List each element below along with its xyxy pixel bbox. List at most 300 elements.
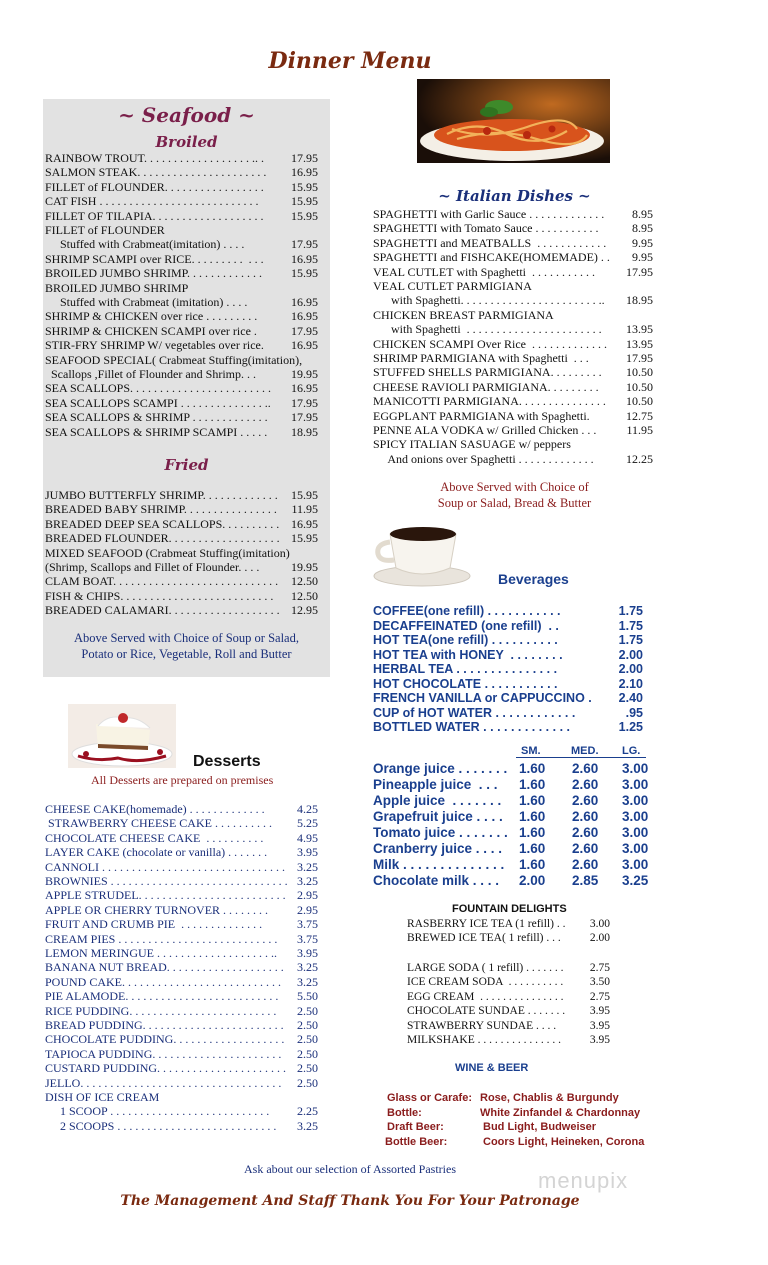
italian-item-name: SHRIMP PARMIGIANA with Spaghetti . . .	[373, 351, 589, 365]
beverage-item	[373, 691, 648, 706]
fried-item-price: 19.95	[291, 560, 318, 574]
italian-item-name: SPAGHETTI and FISHCAKE(HOMEMADE) . .	[373, 250, 610, 265]
beverage-item-price: 2.00	[618, 662, 643, 676]
italian-item-name: SPAGHETTI with Garlic Sauce . . . . . . . . . . . . .	[373, 207, 605, 221]
italian-note-line1: Above Served with Choice of	[440, 480, 589, 494]
italian-item	[373, 437, 658, 451]
juice-size-header	[516, 745, 646, 758]
dessert-item	[45, 960, 320, 974]
italian-item-name: CHEESE RAVIOLI PARMIGIANA. . . . . . . . .	[373, 379, 599, 394]
dessert-item-name: LEMON MERINGUE . . . . . . . . . . . . . . . . . . . ..	[45, 946, 277, 960]
dessert-item-name: CHEESE CAKE(homemade) . . . . . . . . . . . . .	[45, 802, 265, 816]
fried-item	[45, 531, 327, 545]
dessert-item-price: 2.50	[297, 1061, 318, 1076]
italian-item-name: with Spaghetti. . . . . . . . . . . . . . . . . . . . . . . ..	[373, 293, 605, 308]
juice-name: Tomato juice . . . . . . .	[373, 825, 508, 840]
fountain-item	[407, 931, 612, 945]
beverages-heading: Beverages	[498, 571, 569, 587]
juice-item	[373, 842, 658, 858]
beverage-item-price: 1.75	[618, 618, 643, 633]
pasta-photo-graphic	[417, 79, 610, 163]
fountain-item-name: RASBERRY ICE TEA (1 refill) . .	[407, 918, 566, 930]
fountain-item	[407, 975, 612, 989]
seafood-item-price: 16.95	[291, 338, 318, 353]
italian-item-price: 13.95	[626, 322, 653, 337]
dessert-item-price: 3.25	[297, 874, 318, 888]
italian-item	[373, 221, 658, 235]
seafood-item-name: SEAFOOD SPECIAL( Crabmeat Stuffing(imitation),	[45, 352, 303, 367]
dessert-item	[45, 1018, 320, 1032]
juice-med: 2.60	[572, 761, 599, 776]
beverage-item-name: HOT TEA with HONEY . . . . . . . .	[373, 647, 563, 662]
juice-name: Chocolate milk . . . .	[373, 873, 500, 888]
fried-item	[45, 589, 327, 603]
seafood-item	[45, 425, 327, 439]
fountain-item-name: EGG CREAM . . . . . . . . . . . . . . .	[407, 990, 564, 1003]
fountain-item-name: ICE CREAM SODA . . . . . . . . . .	[407, 976, 564, 989]
juice-sm: 1.60	[519, 793, 546, 808]
seafood-item-name: Stuffed with Crabmeat(imitation) . . . .	[45, 237, 245, 252]
seafood-item	[45, 410, 327, 424]
fried-item-price: 12.50	[291, 588, 318, 603]
seafood-item-name: Stuffed with Crabmeat (imitation) . . . .	[45, 295, 248, 309]
beverage-item-name: FRENCH VANILLA or CAPPUCCINO .	[373, 691, 592, 705]
beverage-item-name: HERBAL TEA . . . . . . . . . . . . . . .	[373, 662, 558, 676]
italian-note	[372, 479, 657, 511]
dessert-item-name: BREAD PUDDING. . . . . . . . . . . . . . . . . . . . . . . .	[45, 1018, 284, 1032]
dessert-item	[45, 1090, 320, 1104]
italian-item	[373, 365, 658, 379]
seafood-note-line1: Above Served with Choice of Soup or Salad,	[74, 631, 299, 645]
seafood-item-price: 17.95	[291, 395, 318, 410]
italian-item-name: VEAL CUTLET with Spaghetti . . . . . . . . . . .	[373, 264, 595, 279]
seafood-item-name: BROILED JUMBO SHRIMP. . . . . . . . . . . . .	[45, 266, 263, 281]
desserts-heading: Desserts	[193, 753, 261, 770]
fried-item	[45, 546, 327, 560]
dessert-item-name: APPLE OR CHERRY TURNOVER . . . . . . . .	[45, 902, 269, 917]
fountain-item-name: MILKSHAKE . . . . . . . . . . . . . . .	[407, 1034, 561, 1046]
beverage-item	[373, 619, 648, 634]
seafood-item	[45, 295, 327, 309]
seafood-item-name: FILLET of FLOUNDER. . . . . . . . . . . . . . . . .	[45, 179, 264, 194]
fountain-item-price: 3.95	[589, 1034, 610, 1046]
size-lg-label: LG.	[622, 745, 641, 757]
dessert-item-price: 3.75	[297, 917, 318, 932]
dessert-item	[45, 845, 320, 859]
dessert-item-price: 4.25	[297, 802, 318, 816]
wine-value: Rose, Chablis & Burgundy	[480, 1092, 619, 1104]
fountain-item-name: STRAWBERRY SUNDAE . . . .	[407, 1019, 557, 1032]
seafood-item-price: 17.95	[291, 151, 318, 165]
seafood-item-price: 15.95	[291, 194, 318, 209]
dessert-item-name: TAPIOCA PUDDING. . . . . . . . . . . . . . . . . . . . . .	[45, 1046, 282, 1061]
italian-item-price: 10.50	[626, 365, 653, 380]
seafood-item-name: FILLET OF TILAPIA. . . . . . . . . . . . . . . . . . .	[45, 208, 264, 223]
dessert-item-name: FRUIT AND CRUMB PIE . . . . . . . . . . . . . .	[45, 917, 263, 932]
juice-sm: 1.60	[519, 761, 546, 776]
juice-med: 2.60	[572, 841, 599, 856]
seafood-item	[45, 223, 327, 237]
italian-item-name: SPAGHETTI with Tomato Sauce . . . . . . . . . . .	[373, 221, 599, 236]
fried-item	[45, 560, 327, 574]
juice-name: Milk . . . . . . . . . . . . . .	[373, 857, 505, 872]
italian-item	[373, 452, 658, 466]
fried-item-price: 15.95	[291, 531, 318, 546]
italian-item	[373, 293, 658, 307]
italian-heading: ~ Italian Dishes ~	[438, 187, 591, 205]
fountain-item-name: LARGE SODA ( 1 refill) . . . . . . .	[407, 962, 564, 974]
seafood-item-name: SEA SCALLOPS SCAMPI . . . . . . . . . . . . . . ..	[45, 395, 271, 410]
beverage-item-name: BOTTLED WATER . . . . . . . . . . . . .	[373, 720, 570, 734]
dessert-item-price: 2.50	[297, 1075, 318, 1090]
dessert-item	[45, 946, 320, 960]
fried-item-name: BREADED DEEP SEA SCALLOPS. . . . . . . . . .	[45, 516, 280, 531]
seafood-item-name: SEA SCALLOPS & SHRIMP . . . . . . . . . . . . .	[45, 410, 268, 425]
dessert-item	[45, 975, 320, 989]
wine-value: White Zinfandel & Chardonnay	[480, 1106, 641, 1119]
italian-item-price: 8.95	[632, 207, 653, 221]
beverage-item-price: 1.25	[618, 720, 643, 734]
seafood-item-name: BROILED JUMBO SHRIMP	[45, 280, 189, 295]
italian-item	[373, 409, 658, 423]
dessert-item-price: 3.95	[297, 845, 318, 860]
beverage-item	[373, 662, 648, 677]
seafood-item-price: 17.95	[291, 323, 318, 338]
beverage-item	[373, 677, 648, 692]
wine-label: Glass or Carafe:	[387, 1092, 472, 1104]
italian-note-line2: Soup or Salad, Bread & Butter	[437, 496, 592, 510]
italian-item-price: 18.95	[626, 293, 653, 308]
juice-med: 2.60	[572, 809, 599, 824]
juice-item	[373, 874, 658, 890]
seafood-item	[45, 194, 327, 208]
size-med-label: MED.	[571, 745, 599, 757]
seafood-item	[45, 281, 327, 295]
italian-item-name: SPAGHETTI and MEATBALLS . . . . . . . . . . . .	[373, 235, 607, 250]
dessert-item-name: 1 SCOOP . . . . . . . . . . . . . . . . . . . . . . . . . . .	[45, 1104, 270, 1119]
watermark: menupix	[538, 1168, 629, 1193]
dessert-item	[45, 888, 320, 902]
italian-item	[373, 351, 658, 365]
italian-item	[373, 337, 658, 351]
wine-value: Bud Light, Budweiser	[483, 1121, 597, 1133]
beverage-item-price: 2.10	[618, 676, 643, 691]
beverage-item	[373, 648, 648, 663]
fried-item	[45, 517, 327, 531]
juice-med: 2.60	[572, 793, 599, 808]
juice-sm: 1.60	[519, 777, 546, 792]
seafood-item-name: CAT FISH . . . . . . . . . . . . . . . . . . . . . . . . . . .	[45, 194, 259, 209]
seafood-item-price: 15.95	[291, 208, 318, 223]
italian-item	[373, 250, 658, 264]
beverage-item-name: DECAFFEINATED (one refill) . .	[373, 618, 559, 633]
seafood-item	[45, 165, 327, 179]
wine-label: Bottle Beer:	[385, 1135, 448, 1148]
seafood-item-name: FILLET of FLOUNDER	[45, 223, 165, 237]
dessert-item-name: STRAWBERRY CHEESE CAKE . . . . . . . . . .	[45, 816, 272, 831]
juice-lg: 3.25	[622, 873, 649, 888]
fried-item-price: 11.95	[291, 502, 318, 517]
dessert-item	[45, 1104, 320, 1118]
dessert-item	[45, 1076, 320, 1090]
coffee-cup-icon	[370, 520, 475, 588]
seafood-item-name: RAINBOW TROUT. . . . . . . . . . . . . . . . . . .. .	[45, 151, 264, 165]
fried-heading: Fried	[164, 456, 209, 474]
beverage-item	[373, 604, 648, 619]
italian-item-name: And onions over Spaghetti . . . . . . . . . . . . .	[373, 451, 594, 466]
wine-label: Draft Beer:	[387, 1121, 444, 1133]
seafood-item-price: 16.95	[291, 381, 318, 396]
italian-item	[373, 394, 658, 408]
juice-name: Orange juice . . . . . . .	[373, 761, 508, 776]
beverage-item-price: 2.00	[618, 647, 643, 662]
dessert-item-price: 5.50	[297, 989, 318, 1004]
juice-sm: 1.60	[519, 857, 546, 872]
dessert-item-name: PIE ALAMODE. . . . . . . . . . . . . . . . . . . . . . . . . .	[45, 989, 279, 1004]
seafood-item-name: SHRIMP & CHICKEN SCAMPI over rice .	[45, 323, 257, 338]
italian-item-price: 11.95	[626, 423, 653, 437]
menu-title: Dinner Menu	[268, 48, 432, 74]
fried-item-price: 12.50	[291, 574, 318, 589]
seafood-item	[45, 151, 327, 165]
seafood-item	[45, 237, 327, 251]
juice-med: 2.60	[572, 825, 599, 840]
juice-lg: 3.00	[622, 777, 649, 792]
italian-item	[373, 265, 658, 279]
dessert-item	[45, 1119, 320, 1133]
beverage-item-price: 1.75	[618, 633, 643, 647]
italian-item-price: 10.50	[626, 379, 653, 394]
seafood-item-price: 16.95	[291, 251, 318, 266]
seafood-item-price: 15.95	[291, 266, 318, 281]
italian-item	[373, 207, 658, 221]
fried-item-name: JUMBO BUTTERFLY SHRIMP. . . . . . . . . . . . .	[45, 488, 278, 502]
seafood-item-name: SHRIMP SCAMPI over RICE. . . . . . . . . . . .	[45, 251, 264, 266]
juice-item	[373, 762, 658, 778]
wine-label: Bottle:	[387, 1106, 422, 1119]
seafood-item	[45, 266, 327, 280]
seafood-item-price: 18.95	[291, 424, 318, 439]
italian-item-price: 9.95	[632, 235, 653, 250]
dessert-item-price: 3.25	[297, 974, 318, 989]
italian-item	[373, 380, 658, 394]
dessert-item-name: LAYER CAKE (chocolate or vanilla) . . . . . . .	[45, 845, 268, 860]
juice-name: Apple juice . . . . . . .	[373, 793, 502, 808]
seafood-item-price: 16.95	[291, 295, 318, 309]
desserts-subtitle: All Desserts are prepared on premises	[91, 773, 274, 787]
italian-item	[373, 236, 658, 250]
fried-item-price: 16.95	[291, 516, 318, 531]
juice-name: Pineapple juice . . .	[373, 777, 498, 792]
fountain-item-price: 3.50	[589, 976, 610, 989]
juice-item	[373, 778, 658, 794]
seafood-item-name: SHRIMP & CHICKEN over rice . . . . . . . . .	[45, 309, 258, 324]
seafood-item-price: 16.95	[291, 309, 318, 324]
dessert-item-price: 4.95	[297, 830, 318, 845]
dessert-item-name: CREAM PIES . . . . . . . . . . . . . . . . . . . . . . . . . . .	[45, 931, 278, 946]
dessert-item	[45, 874, 320, 888]
dessert-item-name: CHOCOLATE PUDDING. . . . . . . . . . . . . . . . . . .	[45, 1032, 285, 1047]
italian-item-price: 12.75	[626, 408, 653, 423]
italian-item-name: SPICY ITALIAN SASUAGE w/ peppers	[373, 437, 571, 452]
beverage-item-name: CUP of HOT WATER . . . . . . . . . . . .	[373, 705, 576, 720]
seafood-item	[45, 338, 327, 352]
seafood-item	[45, 324, 327, 338]
fountain-item	[407, 1033, 612, 1047]
seafood-item	[45, 252, 327, 266]
seafood-item-price: 17.95	[291, 237, 318, 252]
beverage-item	[373, 720, 648, 735]
juice-sm: 1.60	[519, 841, 546, 856]
juice-item	[373, 794, 658, 810]
pastries-note: Ask about our selection of Assorted Pastries	[244, 1162, 456, 1176]
fountain-item	[407, 917, 612, 931]
size-sm-label: SM.	[521, 745, 541, 757]
fried-item-name: FISH & CHIPS. . . . . . . . . . . . . . . . . . . . . . . . . .	[45, 588, 274, 603]
dessert-item	[45, 917, 320, 931]
seafood-item	[45, 309, 327, 323]
fried-item-name: BREADED BABY SHRIMP. . . . . . . . . . . . . . . .	[45, 502, 277, 517]
italian-item-name: VEAL CUTLET PARMIGIANA	[373, 279, 532, 293]
seafood-panel	[43, 99, 330, 677]
beverage-item-name: COFFEE(one refill) . . . . . . . . . . .	[373, 604, 561, 618]
italian-item-price: 17.95	[626, 351, 653, 365]
seafood-item-name: SEA SCALLOPS & SHRIMP SCAMPI . . . . .	[45, 424, 268, 439]
italian-item-price: 13.95	[626, 336, 653, 351]
fountain-item-price: 3.00	[589, 918, 610, 930]
wine-heading: WINE & BEER	[455, 1062, 529, 1074]
juice-item	[373, 826, 658, 842]
beverage-item-price: 2.40	[618, 691, 643, 705]
seafood-item	[45, 396, 327, 410]
italian-item-price: 10.50	[626, 394, 653, 409]
fountain-item	[407, 1019, 612, 1033]
juice-med: 2.60	[572, 857, 599, 872]
juice-lg: 3.00	[622, 825, 649, 840]
dessert-item-price: 2.50	[297, 1003, 318, 1018]
italian-item-price: 9.95	[632, 250, 653, 265]
seafood-heading: ~ Seafood ~	[118, 103, 255, 127]
wine-value: Coors Light, Heineken, Corona	[483, 1135, 645, 1148]
fried-item-name: BREADED CALAMARI. . . . . . . . . . . . . . . . . . .	[45, 603, 280, 618]
italian-item-price: 12.25	[626, 451, 653, 466]
juice-lg: 3.00	[622, 809, 649, 824]
cheesecake-photo	[68, 704, 176, 768]
fried-item-name: (Shrimp, Scallops and Fillet of Flounder. . . .	[45, 560, 260, 574]
italian-item-name: PENNE ALA VODKA w/ Grilled Chicken . . .	[373, 423, 597, 437]
seafood-note	[43, 630, 330, 662]
juice-lg: 3.00	[622, 793, 649, 808]
seafood-item	[45, 367, 327, 381]
dessert-item-price: 3.95	[297, 946, 318, 960]
italian-item	[373, 308, 658, 322]
dessert-item-price: 3.25	[297, 859, 318, 874]
juice-lg: 3.00	[622, 857, 649, 872]
fried-item-name: MIXED SEAFOOD (Crabmeat Stuffing(imitation)	[45, 545, 290, 560]
italian-item-name: with Spaghetti . . . . . . . . . . . . . . . . . . . . . . .	[373, 322, 602, 337]
italian-item	[373, 423, 658, 437]
italian-item-name: STUFFED SHELLS PARMIGIANA. . . . . . . . .	[373, 365, 602, 380]
juice-name: Cranberry juice . . . .	[373, 841, 503, 856]
beverage-item-name: HOT TEA(one refill) . . . . . . . . . .	[373, 633, 558, 647]
dessert-item	[45, 831, 320, 845]
juice-lg: 3.00	[622, 761, 649, 776]
fountain-item-price: 2.75	[589, 990, 610, 1003]
pasta-photo	[417, 79, 610, 163]
fried-item-name: CLAM BOAT. . . . . . . . . . . . . . . . . . . . . . . . . . . .	[45, 574, 279, 589]
beverage-item	[373, 706, 648, 721]
italian-item-price: 17.95	[626, 264, 653, 279]
dessert-item	[45, 1032, 320, 1046]
fountain-item	[407, 961, 612, 975]
dessert-item	[45, 989, 320, 1003]
juice-med: 2.85	[572, 873, 599, 888]
fountain-item-price: 3.95	[589, 1019, 610, 1032]
beverage-item-price: .95	[625, 705, 643, 720]
dessert-item-name: CUSTARD PUDDING. . . . . . . . . . . . . . . . . . . . . .	[45, 1061, 287, 1076]
italian-item-price: 8.95	[632, 221, 653, 236]
juice-sm: 2.00	[519, 873, 546, 888]
juice-item	[373, 810, 658, 826]
dessert-item-price: 2.50	[297, 1046, 318, 1061]
dessert-item-price: 3.25	[297, 960, 318, 975]
italian-item	[373, 279, 658, 293]
fountain-heading: FOUNTAIN DELIGHTS	[452, 903, 567, 915]
seafood-item	[45, 353, 327, 367]
seafood-note-line2: Potato or Rice, Vegetable, Roll and Butter	[81, 647, 292, 661]
dessert-item	[45, 860, 320, 874]
dessert-item	[45, 816, 320, 830]
beverage-item-price: 1.75	[618, 604, 643, 618]
juice-med: 2.60	[572, 777, 599, 792]
dessert-item	[45, 1047, 320, 1061]
dessert-item-name: BROWNIES . . . . . . . . . . . . . . . . . . . . . . . . . . . . . .	[45, 874, 288, 888]
dessert-item	[45, 802, 320, 816]
fried-item-name: BREADED FLOUNDER. . . . . . . . . . . . . . . . . . .	[45, 531, 280, 546]
dessert-item-name: APPLE STRUDEL. . . . . . . . . . . . . . . . . . . . . . . . .	[45, 888, 286, 903]
seafood-item	[45, 180, 327, 194]
seafood-item-price: 16.95	[291, 165, 318, 180]
dessert-item-price: 2.95	[297, 902, 318, 917]
seafood-item-price: 19.95	[291, 367, 318, 381]
juice-item	[373, 858, 658, 874]
dessert-item-price: 3.25	[297, 1118, 318, 1133]
seafood-item-name: STIR-FRY SHRIMP W/ vegetables over rice.	[45, 338, 264, 353]
fried-item-price: 15.95	[291, 488, 318, 502]
seafood-item-name: SEA SCALLOPS. . . . . . . . . . . . . . . . . . . . . . . .	[45, 381, 272, 396]
seafood-item-name: Scallops ,Fillet of Flounder and Shrimp. . .	[45, 367, 256, 381]
seafood-item	[45, 209, 327, 223]
fried-item	[45, 488, 327, 502]
dessert-item-name: JELLO. . . . . . . . . . . . . . . . . . . . . . . . . . . . . . . . . .	[45, 1075, 282, 1090]
wine-row	[0, 1135, 768, 1149]
fountain-item-name: CHOCOLATE SUNDAE . . . . . . .	[407, 1005, 566, 1018]
italian-item-name: CHICKEN SCAMPI Over Rice . . . . . . . . . . . . .	[373, 336, 607, 351]
dessert-item	[45, 932, 320, 946]
seafood-item	[45, 381, 327, 395]
fountain-item	[407, 990, 612, 1004]
dessert-item-name: 2 SCOOPS . . . . . . . . . . . . . . . . . . . . . . . . . . .	[45, 1118, 277, 1133]
fountain-item-price: 2.75	[589, 962, 610, 974]
dessert-item-name: BANANA NUT BREAD. . . . . . . . . . . . . . . . . . . .	[45, 960, 284, 975]
fried-item	[45, 603, 327, 617]
fountain-item	[407, 1004, 612, 1018]
beverage-item	[373, 633, 648, 648]
dessert-item-price: 2.95	[297, 888, 318, 903]
juice-sm: 1.60	[519, 809, 546, 824]
fried-item-price: 12.95	[291, 603, 318, 618]
dessert-item	[45, 1061, 320, 1075]
